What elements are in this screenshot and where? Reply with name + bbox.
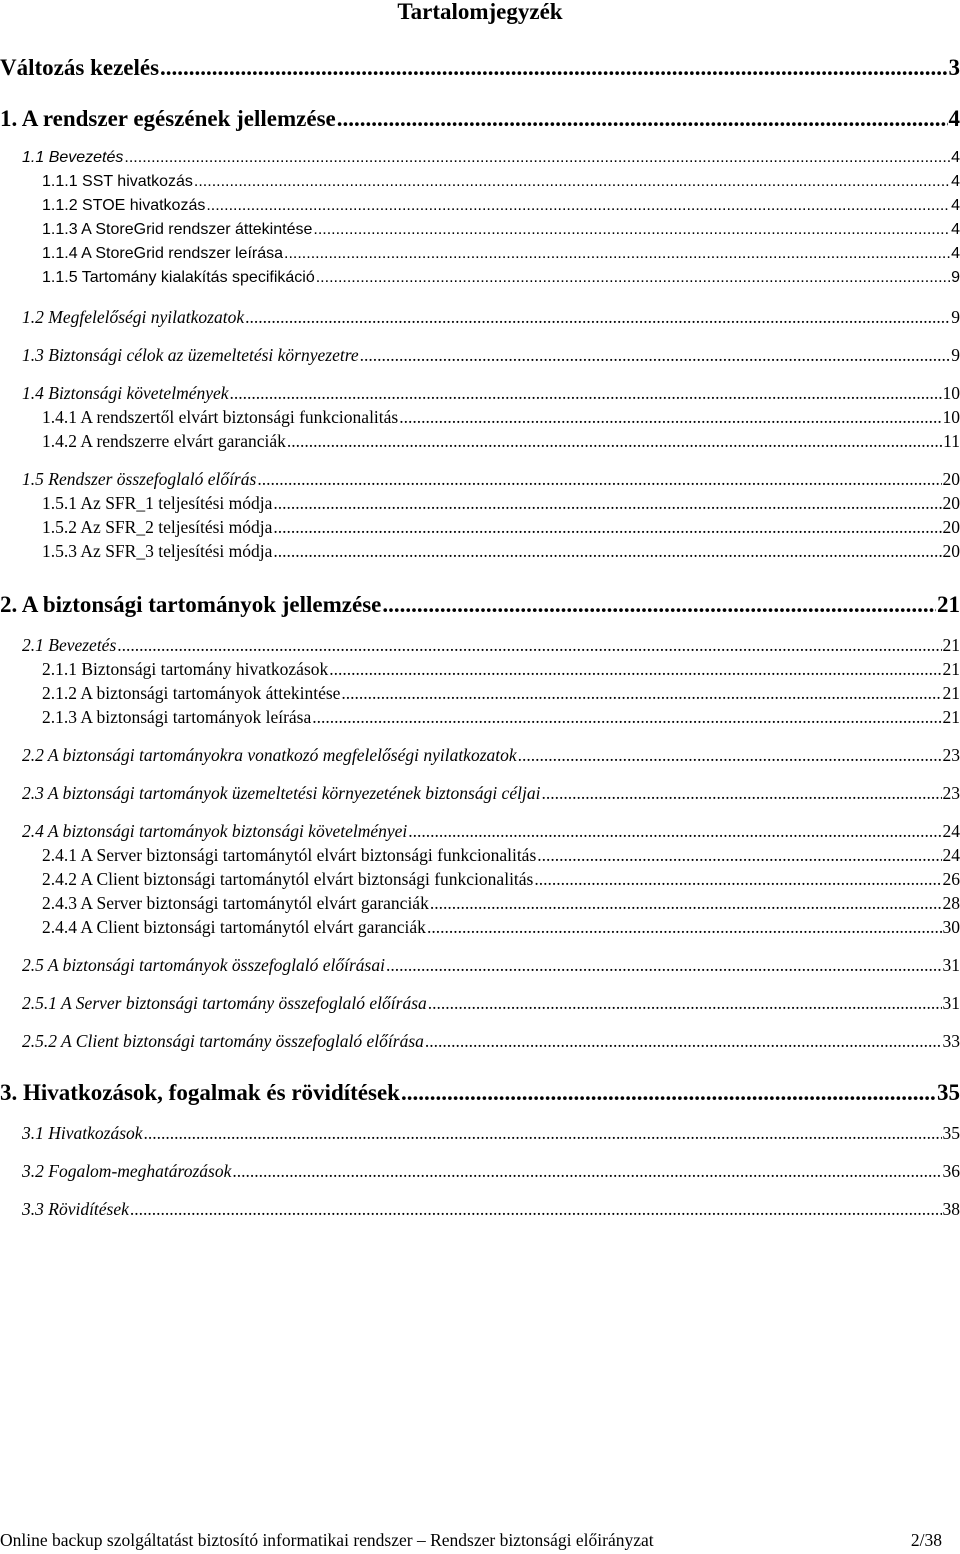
toc-entry[interactable] (0, 592, 960, 618)
toc-entry-text: 1.1.5 Tartomány kialakítás specifikáció (42, 269, 315, 286)
page-footer (0, 1530, 942, 1550)
toc-entry-text: 1.5.1 Az SFR_1 teljesítési módja (42, 493, 273, 513)
toc-entry-text: 2.1.1 Biztonsági tartomány hivatkozások (42, 659, 329, 679)
toc-entry-text: 1.5.2 Az SFR_2 teljesítési módja (42, 517, 273, 537)
toc-entry-text: 2.5.2 A Client biztonsági tartomány összefoglaló előírása (22, 1031, 424, 1051)
toc-entry-page: 10 (942, 383, 960, 403)
toc-entry[interactable] (42, 431, 960, 452)
toc-entry[interactable] (0, 106, 960, 132)
toc-entry-page: 21 (942, 707, 960, 727)
toc-entry-page: 4 (951, 173, 960, 190)
toc-entry-page: 20 (942, 517, 960, 537)
toc-entry-text: 1.2 Megfelelőségi nyilatkozatok (22, 307, 245, 327)
toc-entry-page: 21 (942, 635, 960, 655)
toc-entry-text: 1.3 Biztonsági célok az üzemeltetési környezetre (22, 345, 359, 365)
toc-entry-text: 1.5 Rendszer összefoglaló előírás (22, 469, 257, 489)
toc-entry-page: 26 (942, 869, 960, 889)
toc-entry-page: 4 (951, 149, 960, 166)
toc-entry[interactable] (22, 955, 960, 976)
toc-entry-page: 4 (948, 106, 960, 131)
toc-entry-text: 3.1 Hivatkozások (22, 1123, 143, 1143)
toc-entry-text: 1. A rendszer egészének jellemzése (0, 106, 336, 131)
toc-entry-text: 3.3 Rövidítések (22, 1199, 129, 1219)
toc-entry-page: 11 (943, 431, 960, 451)
toc-entry-text: 2.1.3 A biztonsági tartományok leírása (42, 707, 312, 727)
toc-entry-text: 1.1.2 STOE hivatkozás (42, 197, 206, 214)
toc-entry-text: 2.4.1 A Server biztonsági tartománytól elvárt biztonsági funkcionalitás (42, 845, 537, 865)
toc-entry-page: 10 (942, 407, 960, 427)
toc-entry-page: 33 (942, 1031, 960, 1051)
toc-entry-text: 2. A biztonsági tartományok jellemzése (0, 592, 382, 617)
toc-entry[interactable] (42, 173, 960, 191)
toc-entry[interactable] (42, 245, 960, 263)
toc-entry-text: 2.2 A biztonsági tartományokra vonatkozó megfelelőségi nyilatkozatok (22, 745, 517, 765)
toc-entry-text: 2.5.1 A Server biztonsági tartomány összefoglaló előírása (22, 993, 427, 1013)
toc-entry-page: 9 (951, 307, 960, 327)
toc-entry-page: 31 (942, 993, 960, 1013)
toc-entry-text: 2.1.2 A biztonsági tartományok áttekintése (42, 683, 341, 703)
toc-entry-text: 2.5 A biztonsági tartományok összefoglaló előírásai (22, 955, 385, 975)
toc-entry-text: 1.4 Biztonsági követelmények (22, 383, 229, 403)
toc-entry[interactable] (22, 745, 960, 766)
toc-entry-page: 31 (942, 955, 960, 975)
toc-entry-page: 35 (942, 1123, 960, 1143)
toc-entry[interactable] (22, 345, 960, 366)
toc-entry-page: 23 (942, 745, 960, 765)
toc-entry[interactable] (42, 869, 960, 890)
toc-entry-text: 1.5.3 Az SFR_3 teljesítési módja (42, 541, 273, 561)
toc-entry[interactable] (22, 383, 960, 404)
toc-entry[interactable] (0, 1080, 960, 1106)
toc-entry-page: 20 (942, 541, 960, 561)
toc-entry[interactable] (42, 493, 960, 514)
toc-entry-text: 3.2 Fogalom-meghatározások (22, 1161, 232, 1181)
toc-entry-page: 21 (937, 592, 960, 617)
toc-entry[interactable] (42, 517, 960, 538)
toc-entry[interactable] (22, 821, 960, 842)
footer-document-title: Online backup szolgáltatást biztosító informatikai rendszer – Rendszer biztonsági előirányzat (0, 1530, 654, 1550)
toc-entry[interactable] (42, 407, 960, 428)
toc-entry[interactable] (22, 1031, 960, 1052)
toc-entry-text: 1.4.2 A rendszerre elvárt garanciák (42, 431, 286, 451)
toc-entry[interactable] (22, 1199, 960, 1220)
toc-entry-page: 35 (937, 1080, 960, 1105)
toc-entry-text: Változás kezelés (0, 55, 160, 80)
toc-entry-page: 21 (942, 683, 960, 703)
toc-entry[interactable] (22, 635, 960, 656)
toc-entry-text: 2.3 A biztonsági tartományok üzemeltetési környezetének biztonsági céljai (22, 783, 541, 803)
toc-entry-page: 21 (942, 659, 960, 679)
toc-entry[interactable] (42, 683, 960, 704)
toc-entry-page: 4 (951, 245, 960, 262)
toc-entry-text: 2.1 Bevezetés (22, 635, 117, 655)
toc-entry[interactable] (42, 917, 960, 938)
toc-entry-page: 36 (942, 1161, 960, 1181)
toc-entry-page: 28 (942, 893, 960, 913)
toc-entry-page: 4 (951, 197, 960, 214)
toc-entry[interactable] (22, 307, 960, 328)
toc-entry[interactable] (42, 197, 960, 215)
toc-entry[interactable] (42, 541, 960, 562)
toc-entry-page: 3 (948, 55, 960, 80)
footer-page-number: 2/38 (910, 1530, 942, 1550)
toc-entry-text: 1.1 Bevezetés (22, 149, 124, 166)
toc-title: Tartalomjegyzék (397, 0, 563, 24)
toc-entry-page: 20 (942, 469, 960, 489)
toc-entry-page: 9 (951, 269, 960, 286)
toc-entry-page: 4 (951, 221, 960, 238)
toc-entry[interactable] (0, 55, 960, 81)
toc-entry-page: 24 (942, 821, 960, 841)
toc-entry-text: 2.4 A biztonsági tartományok biztonsági követelményei (22, 821, 408, 841)
toc-entry-page: 20 (942, 493, 960, 513)
toc-entry[interactable] (42, 707, 960, 728)
toc-entry-text: 1.4.1 A rendszertől elvárt biztonsági funkcionalitás (42, 407, 399, 427)
toc-entry-text: 1.1.1 SST hivatkozás (42, 173, 193, 190)
toc-entry[interactable] (42, 269, 960, 287)
toc-entry[interactable] (42, 659, 960, 680)
toc-entry-text: 2.4.2 A Client biztonsági tartománytól elvárt biztonsági funkcionalitás (42, 869, 534, 889)
toc-entry[interactable] (22, 783, 960, 804)
toc-entry-text: 1.1.4 A StoreGrid rendszer leírása (42, 245, 284, 262)
toc-entry[interactable] (22, 149, 960, 167)
toc-entry[interactable] (42, 221, 960, 239)
toc-entry[interactable] (22, 1161, 960, 1182)
toc-entry-page: 9 (951, 345, 960, 365)
toc-entry-text: 2.4.3 A Server biztonsági tartománytól elvárt garanciák (42, 893, 429, 913)
toc-entry[interactable] (22, 469, 960, 490)
toc-entry-page: 24 (942, 845, 960, 865)
toc-entry-text: 2.4.4 A Client biztonsági tartománytól elvárt garanciák (42, 917, 426, 937)
toc-entry[interactable] (22, 1123, 960, 1144)
toc-entry[interactable] (42, 893, 960, 914)
toc-entry[interactable] (42, 845, 960, 866)
toc-entry-page: 30 (942, 917, 960, 937)
toc-entry-text: 3. Hivatkozások, fogalmak és rövidítések (0, 1080, 400, 1105)
toc-entry-page: 23 (942, 783, 960, 803)
toc-entry-text: 1.1.3 A StoreGrid rendszer áttekintése (42, 221, 313, 238)
toc-entry[interactable] (22, 993, 960, 1014)
toc-entry-page: 38 (942, 1199, 960, 1219)
